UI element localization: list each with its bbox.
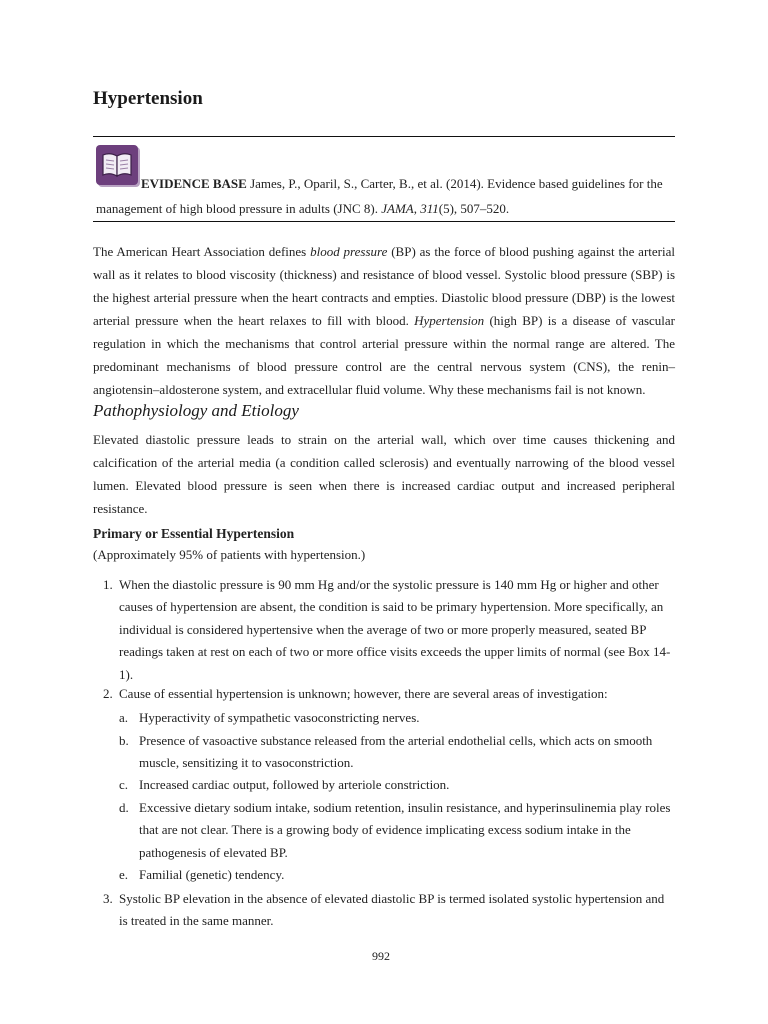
list-item-text: When the diastolic pressure is 90 mm Hg and/or the systolic pressure is 140 mm Hg or higher and other causes of hypertension are absent, the condition is said to be primary hypertension. More specifically, an individual is considered hypertensive when the average of two or more properly measured, seated BP readings taken at rest on each of two or more office visits exceeds the upper limits of normal (see Box 14-1). [119,577,671,682]
citation-pages: (5), 507–520. [438,201,510,216]
list-item [103,683,675,705]
page-number: 992 [372,949,390,963]
intro-term-hypertension: Hypertension [414,313,485,328]
citation-journal: JAMA [381,201,414,216]
intro-text-3: (high BP) is a disease of vascular regulation in which the mechanisms that control arterial pressure within the normal range are altered. The predominant mechanisms of blood pressure control are the central nervous system (CNS), the renin–angiotensin–aldosterone system, and extracellular fluid volume. Why these mechanisms fail is not known. [93,313,676,397]
intro-paragraph [93,240,675,401]
subsection-heading-primary: Primary or Essential Hypertension [93,526,295,541]
sub-list-item [119,864,675,886]
sub-list-letter: e. [119,867,129,882]
pathophysiology-paragraph: Elevated diastolic pressure leads to strain on the arterial wall, which over time causes thickening and calcification of the arterial media (a condition called sclerosis) and eventually narrowing of the blood vessel lumen. Elevated blood pressure is seen when there is increased cardiac output and increased peripheral resistance. [93,432,675,516]
sub-list-item-text: Hyperactivity of sympathetic vasoconstricting nerves. [139,710,420,725]
sub-list-letter: d. [119,800,129,815]
sub-list-letter: a. [119,710,129,725]
list-number: 2. [103,686,113,701]
sub-list-item-text: Increased cardiac output, followed by arteriole constriction. [139,777,450,792]
citation-separator: , [413,201,421,216]
citation-volume: 311 [420,201,439,216]
sub-list-item [119,797,675,864]
list-number: 3. [103,891,113,906]
evidence-base-label: EVIDENCE BASE [141,176,247,191]
citation-text: James, P., Oparil, S., Carter, B., et al. (2014). Evidence based guidelines for the management of high blood pressure in adults (JNC 8). [96,176,663,216]
sub-list-letter: c. [119,777,129,792]
sub-list-item-text: Presence of vasoactive substance released from the arterial endothelial cells, which acts on smooth muscle, sensitizing it to vasoconstriction. [139,733,653,771]
subsection-note: (Approximately 95% of patients with hypertension.) [93,547,366,562]
list-number: 1. [103,577,113,592]
section-heading-pathophysiology: Pathophysiology and Etiology [93,401,299,420]
sub-list-letter: b. [119,733,129,748]
list-item-text: Cause of essential hypertension is unknown; however, there are several areas of investigation: [119,686,608,701]
evidence-bottom-rule [93,221,675,222]
sub-list-item [119,774,675,796]
list-item [103,888,675,933]
sub-list-item [119,730,675,775]
intro-text-1: The American Heart Association defines [93,244,311,259]
sub-list-item [119,707,675,729]
page-title: Hypertension [93,88,203,109]
sub-list-item-text: Excessive dietary sodium intake, sodium retention, insulin resistance, and hyperinsulinemia play roles that are not clear. There is a growing body of evidence implicating excess sodium intake in the pathogenesis of elevated BP. [139,800,671,860]
sub-list-item-text: Familial (genetic) tendency. [139,867,285,882]
intro-term-blood-pressure: blood pressure [310,244,388,259]
intro-text-2: (BP) as the force of blood pushing against the arterial wall as it relates to blood viscosity (thickness) and resistance of blood vessel. Systolic blood pressure (SBP) is the highest arterial pressure when the heart contracts and empties. Diastolic blood pressure (DBP) is the lowest arterial pressure when the heart relaxes to fill with blood. [93,244,675,328]
list-item-text: Systolic BP elevation in the absence of elevated diastolic BP is termed isolated systolic hypertension and is treated in the same manner. [119,891,665,929]
evidence-top-rule [93,136,675,137]
evidence-base-citation [96,171,674,221]
list-item [103,574,675,686]
